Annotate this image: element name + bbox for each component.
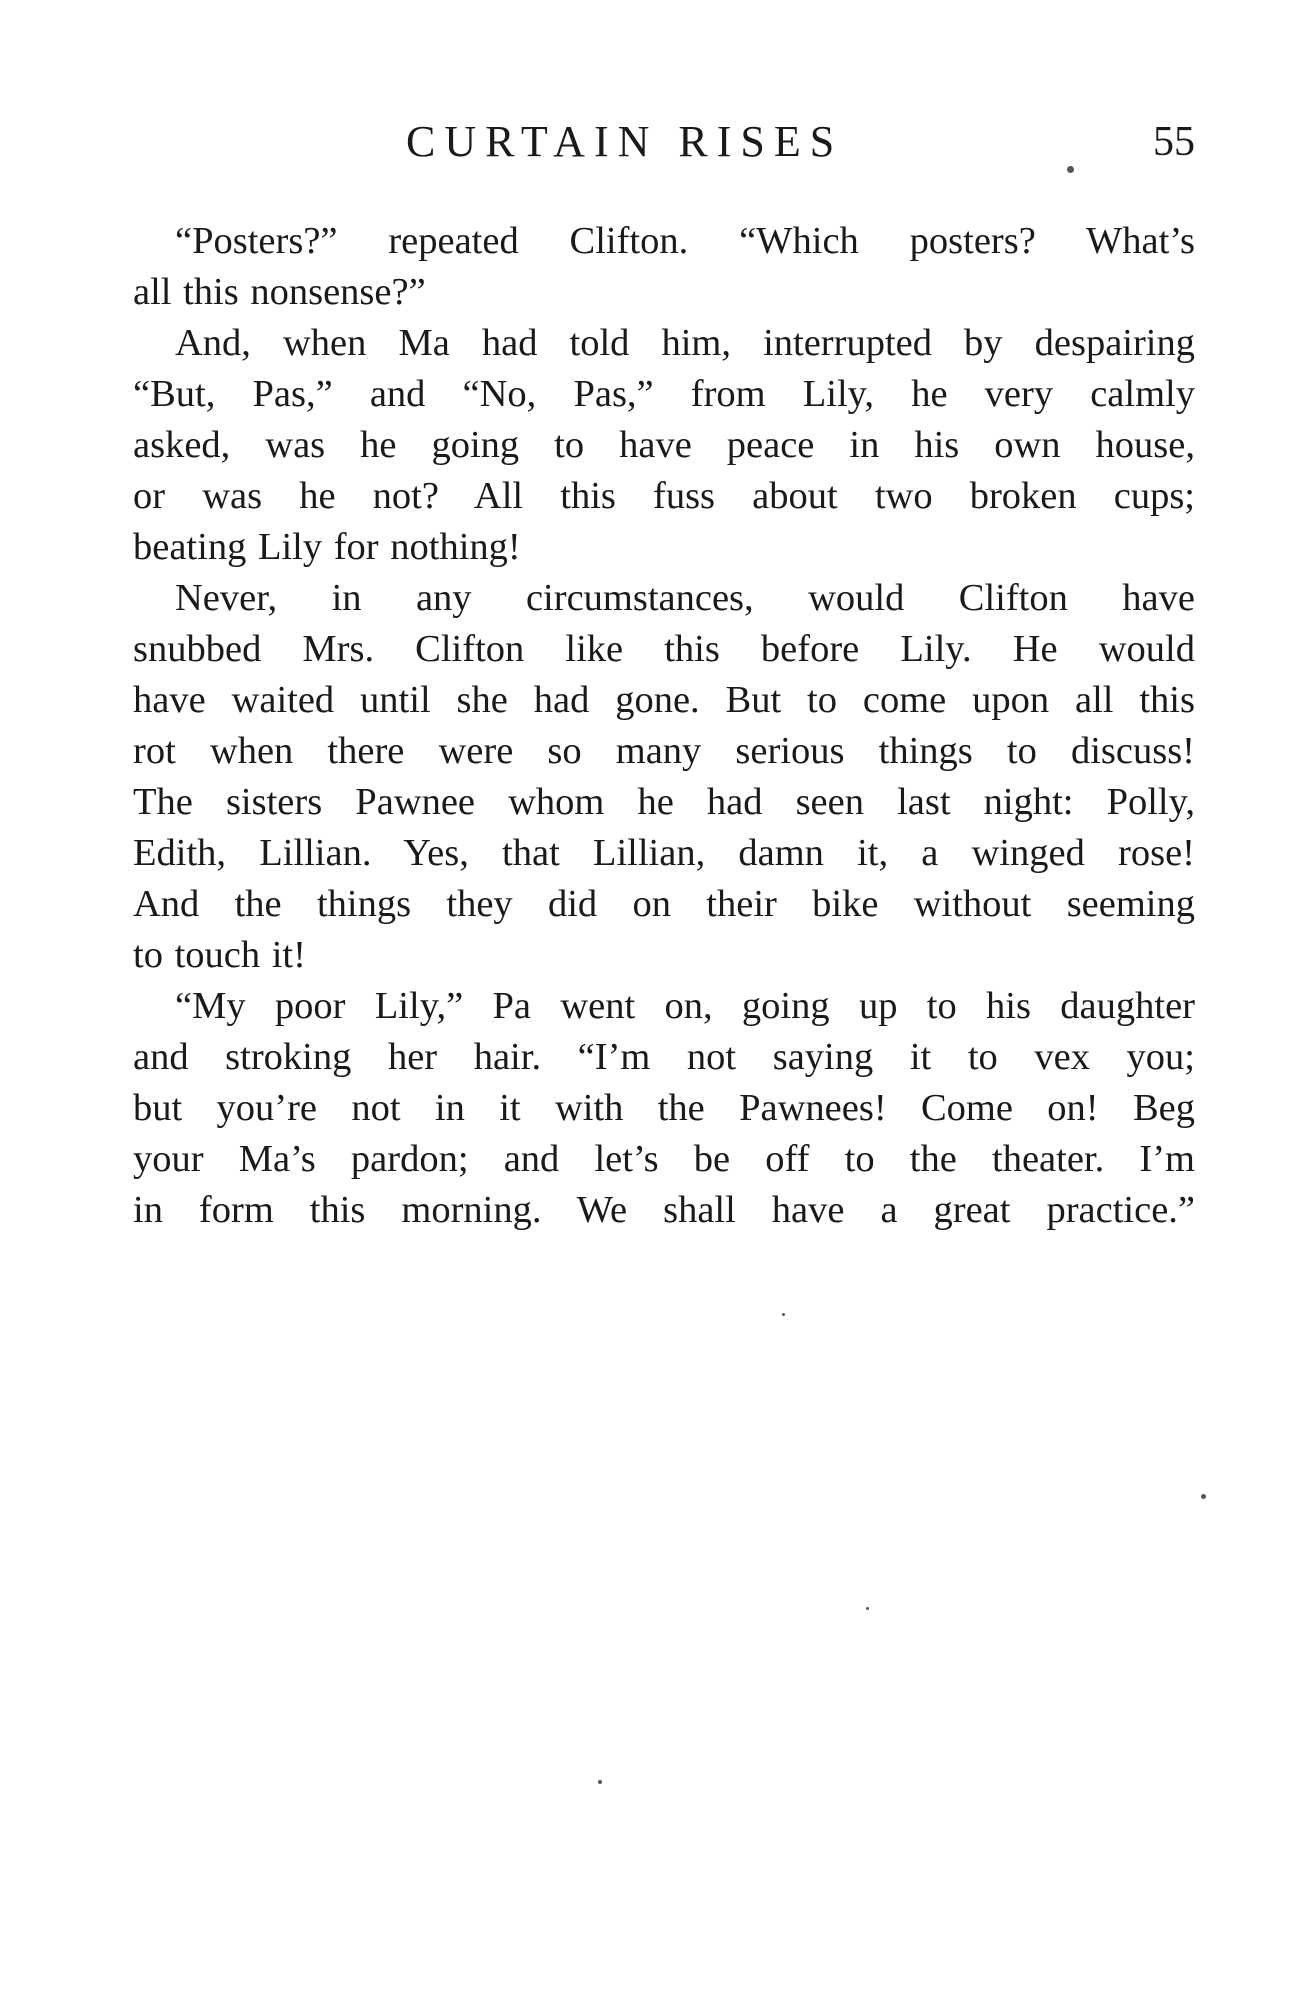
text-line: And, when Ma had told him, interrupted by despairing [175, 322, 1195, 364]
text-line: rot when there were so many serious things to discuss! [133, 730, 1195, 772]
scan-speck [1067, 166, 1074, 173]
running-head [0, 112, 1315, 172]
text-line: in form this morning. We shall have a great practice.” [133, 1189, 1195, 1231]
text-line: “My poor Lily,” Pa went on, going up to his daughter [175, 985, 1195, 1027]
text-line: all this nonsense?” [133, 271, 426, 313]
page-number: 55 [1153, 119, 1195, 165]
text-line: beating Lily for nothing! [133, 526, 521, 568]
scan-speck [866, 1607, 869, 1610]
scan-speck [1201, 1494, 1206, 1499]
text-line: but you’re not in it with the Pawnees! Come on! Beg [133, 1087, 1195, 1129]
body-text [133, 216, 1195, 1236]
text-line: “Posters?” repeated Clifton. “Which posters? What’s [175, 220, 1195, 262]
text-line: And the things they did on their bike without seeming [133, 883, 1195, 925]
text-line: to touch it! [133, 934, 306, 976]
text-line: The sisters Pawnee whom he had seen last night: Polly, [133, 781, 1195, 823]
text-line: “But, Pas,” and “No, Pas,” from Lily, he very calmly [133, 373, 1195, 415]
text-line: Never, in any circumstances, would Clifton have [175, 577, 1195, 619]
text-line: and stroking her hair. “I’m not saying it to vex you; [133, 1036, 1195, 1078]
scan-speck [598, 1780, 602, 1784]
scan-speck [782, 1313, 785, 1316]
text-line: your Ma’s pardon; and let’s be off to the theater. I’m [133, 1138, 1195, 1180]
text-line: snubbed Mrs. Clifton like this before Lily. He would [133, 628, 1195, 670]
text-line: Edith, Lillian. Yes, that Lillian, damn it, a winged rose! [133, 832, 1195, 874]
text-line: have waited until she had gone. But to come upon all this [133, 679, 1195, 721]
text-line: asked, was he going to have peace in his own house, [133, 424, 1195, 466]
text-line: or was he not? All this fuss about two broken cups; [133, 475, 1195, 517]
running-title: CURTAIN RISES [406, 117, 844, 166]
